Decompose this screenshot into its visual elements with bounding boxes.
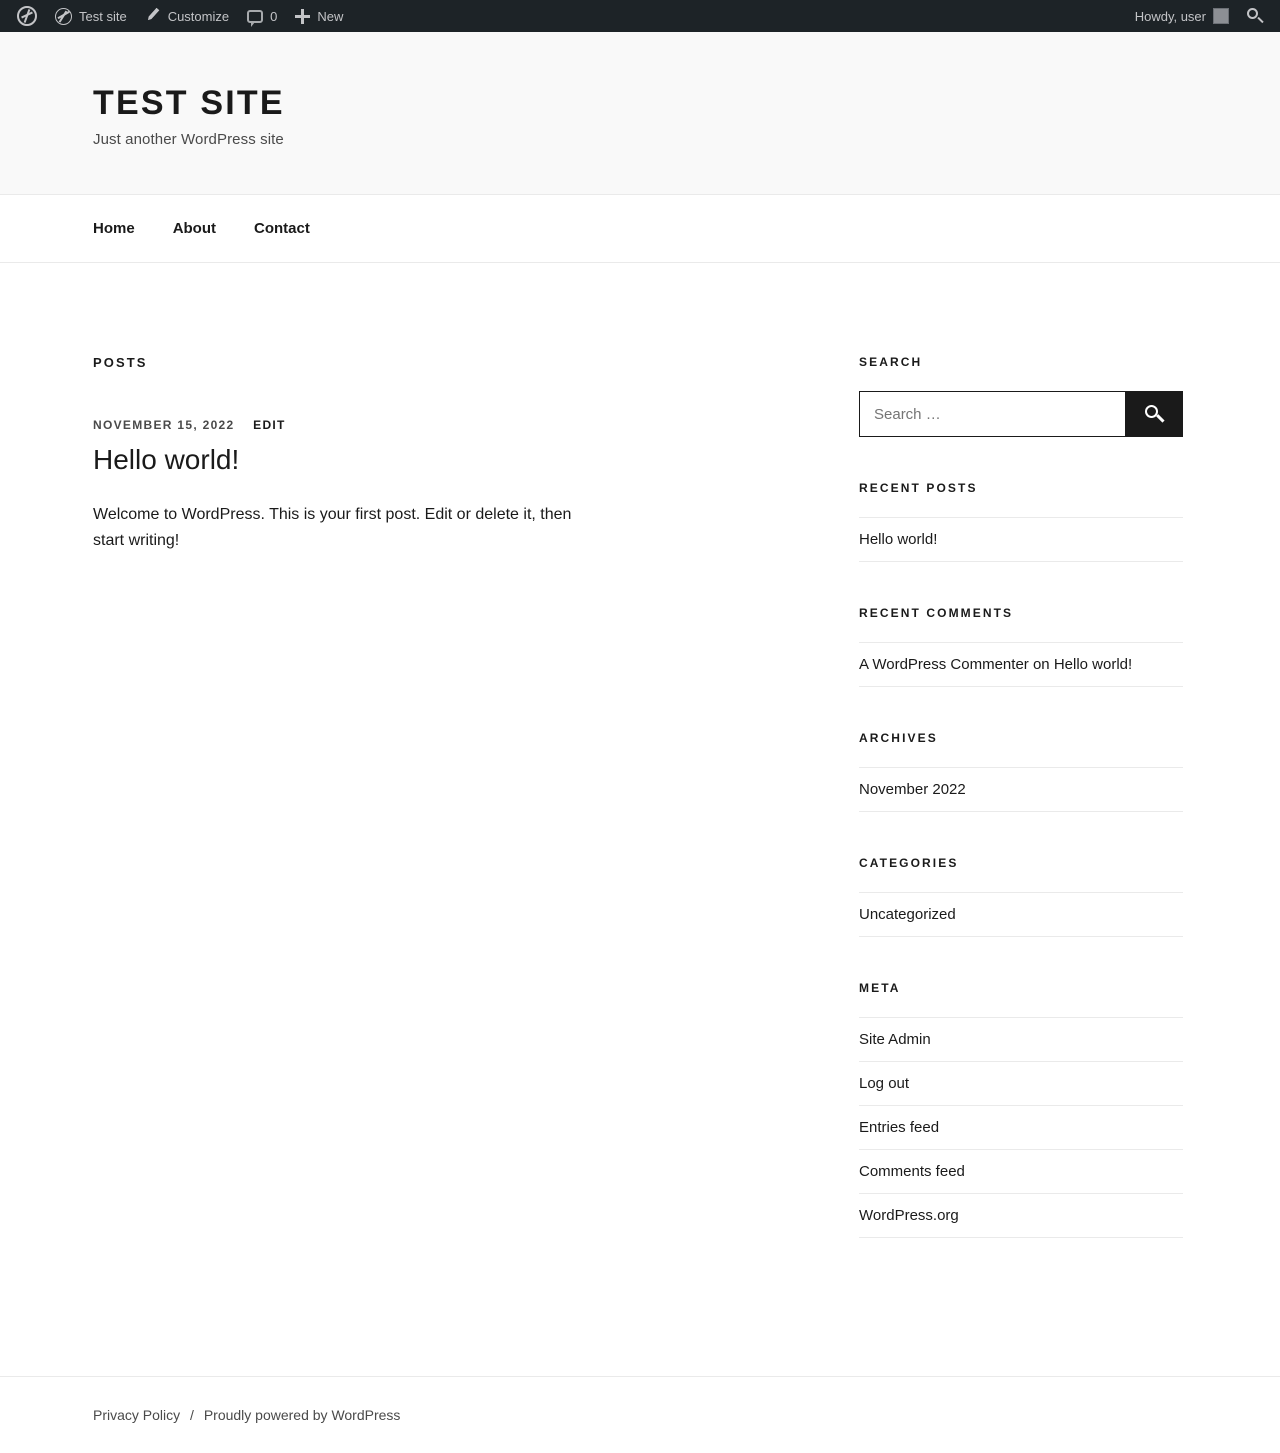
nav-item-home[interactable] <box>93 220 135 238</box>
recent-comments-list <box>859 642 1183 687</box>
page-title: POSTS <box>93 355 148 370</box>
pencil-icon <box>145 8 161 24</box>
widget-search-title: SEARCH <box>859 355 923 369</box>
widget-archives <box>859 731 1183 812</box>
post-meta <box>93 418 633 432</box>
list-item[interactable] <box>859 1150 1183 1194</box>
widget-meta-title: META <box>859 981 901 995</box>
admin-bar-new-content[interactable] <box>286 0 352 32</box>
comment-bubble-icon <box>247 10 263 23</box>
site-footer <box>0 1376 1280 1453</box>
site-icon <box>55 8 72 25</box>
admin-bar-my-account[interactable] <box>1126 0 1238 32</box>
list-item[interactable] <box>859 1106 1183 1150</box>
site-title[interactable]: TEST SITE <box>93 84 285 122</box>
nav-item-contact[interactable] <box>254 220 310 238</box>
footer-inner <box>93 1407 1187 1423</box>
site-header-inner <box>93 84 1187 148</box>
post-title-link[interactable]: Hello world! <box>93 444 240 475</box>
nav-link-home[interactable]: Home <box>93 219 135 237</box>
widget-meta <box>859 981 1183 1238</box>
widget-archives-title: ARCHIVES <box>859 731 938 745</box>
list-item[interactable] <box>859 1194 1183 1238</box>
admin-bar-customize-label: Customize <box>167 8 230 24</box>
footer-credit-link[interactable]: Proudly powered by WordPress <box>203 1407 401 1423</box>
content-area <box>93 263 1187 1282</box>
wordpress-logo-icon <box>17 6 37 26</box>
post-title <box>93 444 633 476</box>
recent-posts-list <box>859 517 1183 562</box>
avatar <box>1213 8 1229 24</box>
widget-recent-comments-title: RECENT COMMENTS <box>859 606 1014 620</box>
footer-separator: / <box>190 1407 194 1423</box>
search-icon <box>1145 405 1164 424</box>
search-input[interactable] <box>859 391 1125 437</box>
search-submit-button[interactable] <box>1125 391 1183 437</box>
list-item[interactable] <box>859 1062 1183 1106</box>
admin-bar-howdy-label: Howdy, user <box>1134 8 1206 24</box>
widget-search <box>859 355 1183 437</box>
nav-link-about[interactable]: About <box>172 219 217 237</box>
admin-bar-site-name[interactable] <box>46 0 136 32</box>
meta-link-wordpress-org[interactable]: WordPress.org <box>859 1207 959 1224</box>
list-item[interactable] <box>859 767 1183 812</box>
admin-bar-comments[interactable] <box>238 0 286 32</box>
site-description: Just another WordPress site <box>93 131 284 148</box>
archive-link[interactable]: November 2022 <box>859 781 966 798</box>
primary-navigation <box>0 195 1280 263</box>
comment-post-link[interactable]: Hello world! <box>1053 656 1133 673</box>
sidebar <box>859 355 1183 1282</box>
meta-link-comments-feed[interactable]: Comments feed <box>859 1163 965 1180</box>
footer-privacy-policy-link[interactable]: Privacy Policy <box>93 1407 181 1423</box>
admin-bar-new-label: New <box>317 8 344 24</box>
list-item[interactable] <box>859 892 1183 937</box>
list-item[interactable] <box>859 517 1183 562</box>
plus-icon <box>295 9 310 24</box>
list-item[interactable] <box>859 642 1183 687</box>
main-column <box>93 355 673 555</box>
admin-bar-search[interactable] <box>1238 0 1272 32</box>
admin-bar-comments-count: 0 <box>270 8 278 24</box>
admin-bar-wp-logo[interactable] <box>8 0 46 32</box>
meta-link-log-out[interactable]: Log out <box>859 1075 910 1092</box>
archives-list <box>859 767 1183 812</box>
list-item[interactable] <box>859 1017 1183 1062</box>
admin-bar-customize[interactable] <box>136 0 238 32</box>
meta-list <box>859 1017 1183 1238</box>
nav-link-contact[interactable]: Contact <box>254 219 310 237</box>
admin-bar-site-name-label: Test site <box>79 8 127 24</box>
meta-link-entries-feed[interactable]: Entries feed <box>859 1119 940 1136</box>
search-icon <box>1247 8 1263 24</box>
nav-item-about[interactable] <box>173 220 216 238</box>
post-excerpt: Welcome to WordPress. This is your first post. Edit or delete it, then start writing! <box>93 506 572 550</box>
post-article <box>93 418 633 555</box>
comment-on-word: on <box>1032 656 1050 673</box>
widget-categories-title: CATEGORIES <box>859 856 959 870</box>
widget-recent-posts-title: RECENT POSTS <box>859 481 978 495</box>
nav-inner <box>93 195 1187 262</box>
widget-categories <box>859 856 1183 937</box>
comment-author: A WordPress Commenter <box>859 656 1029 673</box>
meta-link-site-admin[interactable]: Site Admin <box>859 1031 931 1048</box>
widget-recent-comments <box>859 606 1183 687</box>
search-form <box>859 391 1183 437</box>
categories-list <box>859 892 1183 937</box>
nav-list <box>93 195 1187 262</box>
admin-bar <box>0 0 1280 32</box>
widget-recent-posts <box>859 481 1183 562</box>
post-date[interactable]: NOVEMBER 15, 2022 <box>93 418 235 432</box>
post-edit-link[interactable]: EDIT <box>253 418 286 432</box>
recent-post-link[interactable]: Hello world! <box>859 531 938 548</box>
site-header <box>0 32 1280 195</box>
category-link[interactable]: Uncategorized <box>859 906 956 923</box>
